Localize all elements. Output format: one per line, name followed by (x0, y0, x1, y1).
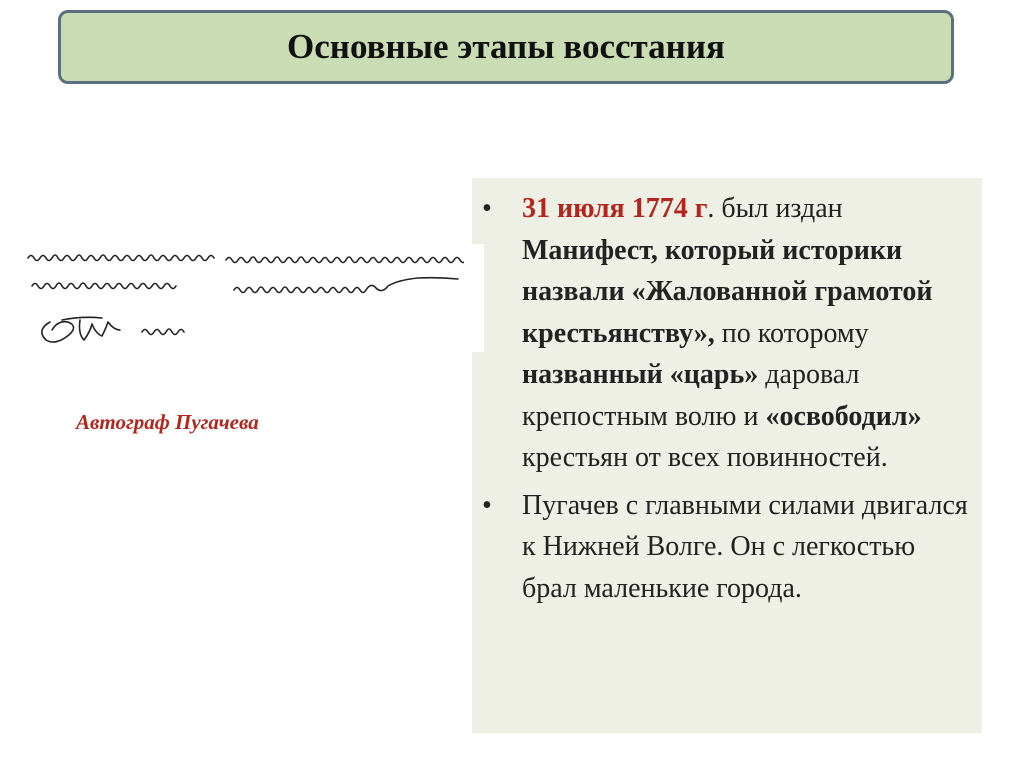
text-fragment: по которому (714, 317, 869, 349)
text-fragment: крестьян от всех повинностей. (522, 442, 888, 473)
bold-fragment: «освободил» (765, 400, 922, 432)
bold-fragment: названный «царь» (522, 359, 759, 390)
list-item (478, 485, 968, 610)
bullet-list (478, 188, 968, 615)
autograph-caption: Автограф Пугачева (76, 410, 259, 434)
bullet-text: Пугачев с главными силами двигался к Нижней Волге. Он с легкостью брал маленькие города. (522, 489, 968, 604)
manifest-date: 31 июля 1774 г (522, 193, 708, 224)
title-banner (58, 10, 954, 84)
bullet-icon: • (482, 193, 492, 224)
slide-title: Основные этапы восстания (287, 27, 725, 66)
list-item (478, 188, 968, 479)
pugachev-autograph-image (22, 236, 482, 356)
text-fragment: даровал крепостным волю и (522, 359, 860, 432)
bold-fragment: Манифест, который историки назвали «Жалованной грамотой крестьянству», (522, 234, 933, 349)
bullet-icon: • (482, 489, 492, 521)
text-fragment: . был издан (707, 193, 843, 224)
